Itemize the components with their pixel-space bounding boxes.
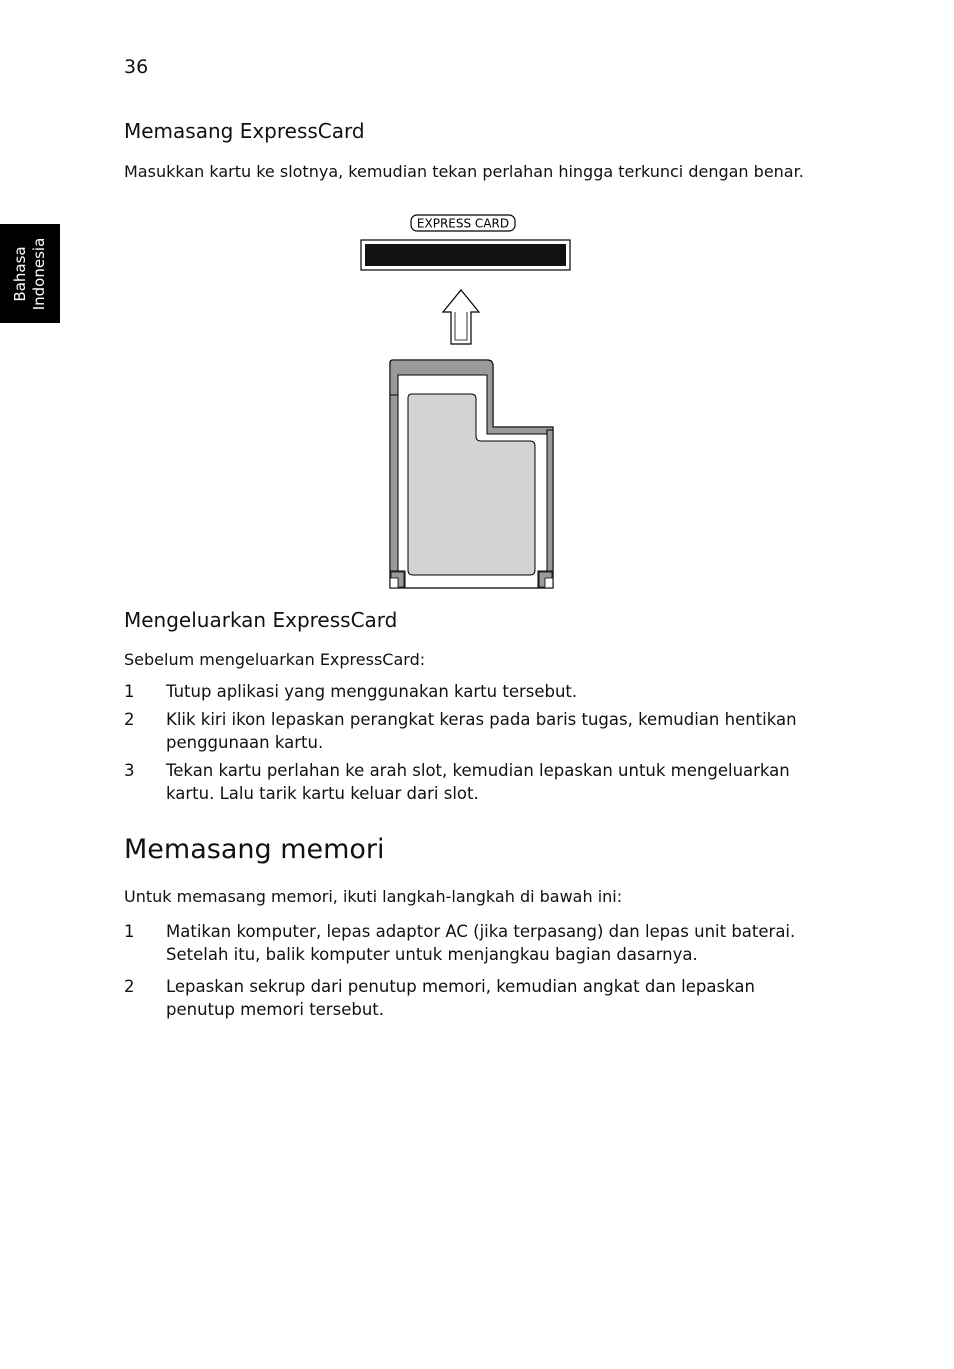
expresscard-install-heading: Memasang ExpressCard bbox=[124, 119, 365, 143]
step-number: 3 bbox=[124, 761, 135, 780]
expresscard-eject-intro: Sebelum mengeluarkan ExpressCard: bbox=[124, 650, 426, 669]
side-tab-line-2: Indonesia bbox=[30, 237, 48, 310]
step-number: 1 bbox=[124, 682, 135, 701]
language-side-tab bbox=[0, 224, 60, 323]
step-text: Lepaskan sekrup dari penutup memori, kemudian angkat dan lepaskan penutup memori tersebut. bbox=[166, 977, 755, 1019]
expresscard-eject-heading: Mengeluarkan ExpressCard bbox=[124, 608, 398, 632]
step-number: 2 bbox=[124, 977, 135, 996]
step-text: Tekan kartu perlahan ke arah slot, kemudian lepaskan untuk mengeluarkan kartu. Lalu tarik kartu keluar dari slot. bbox=[166, 761, 790, 803]
figure-label: EXPRESS CARD bbox=[416, 216, 510, 231]
step-text: Tutup aplikasi yang menggunakan kartu tersebut. bbox=[166, 682, 578, 701]
expresscard-install-text: Masukkan kartu ke slotnya, kemudian tekan perlahan hingga terkunci dengan benar. bbox=[124, 162, 804, 181]
page-number: 36 bbox=[124, 56, 149, 78]
insert-arrow-icon bbox=[443, 290, 479, 344]
memory-install-intro: Untuk memasang memori, ikuti langkah-langkah di bawah ini: bbox=[124, 887, 623, 906]
side-tab-line-1: Bahasa bbox=[11, 245, 29, 302]
step-text: Klik kiri ikon lepaskan perangkat keras pada baris tugas, kemudian hentikan penggunaan kartu. bbox=[166, 710, 797, 752]
expresscard-insert-figure bbox=[355, 208, 580, 593]
step-number: 2 bbox=[124, 710, 135, 729]
step-text: Matikan komputer, lepas adaptor AC (jika terpasang) dan lepas unit baterai. Setelah itu, balik komputer untuk menjangkau bagian dasarnya. bbox=[166, 922, 796, 964]
memory-install-heading: Memasang memori bbox=[124, 834, 385, 865]
step-number: 1 bbox=[124, 922, 135, 941]
